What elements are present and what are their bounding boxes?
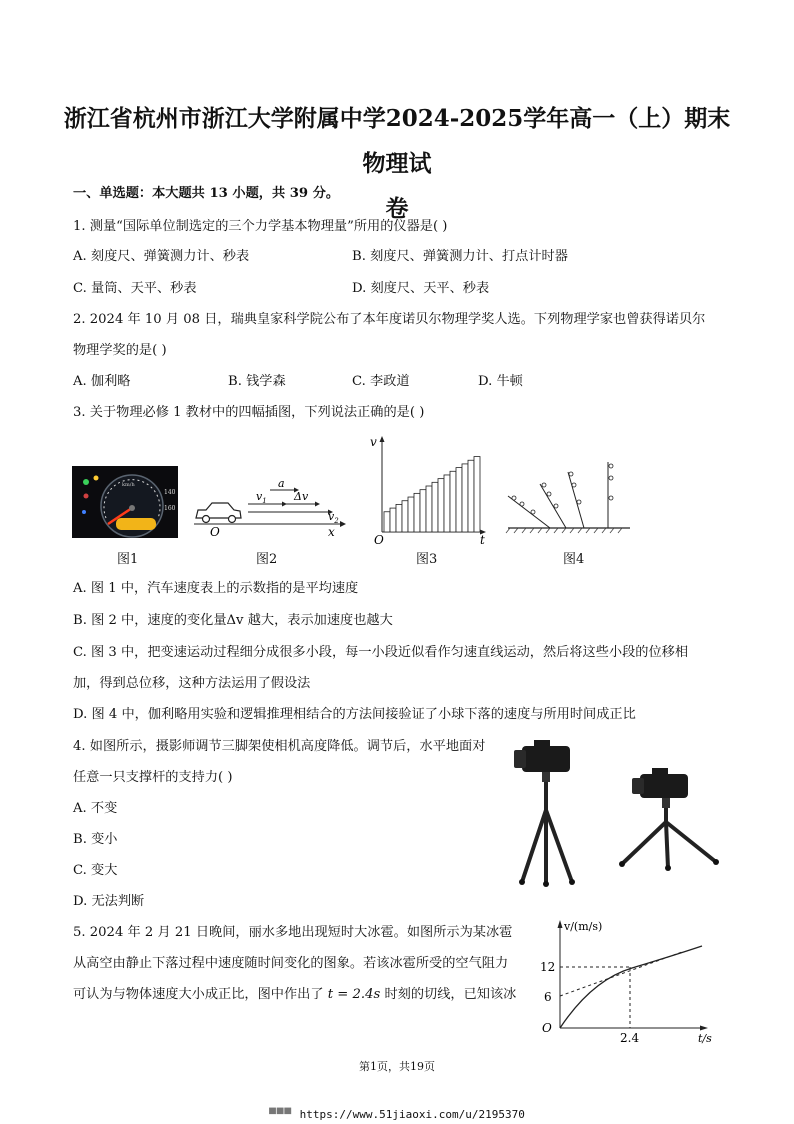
q1-option-a: A. 刻度尺、弹簧测力计、秒表: [73, 249, 250, 264]
fig1-speedometer: [72, 466, 178, 538]
q2-option-d: D. 牛顿: [478, 374, 523, 389]
fig2-label: 图2: [256, 552, 278, 567]
tall-tripod: [514, 740, 575, 887]
fig3-bar: [450, 471, 456, 532]
q5-stem-3: [73, 986, 516, 1004]
q1-stem: 1. 测量“国际单位制选定的三个力学基本物理量”所用的仪器是( ): [73, 219, 448, 234]
short-tripod: [619, 768, 719, 871]
q3-option-d: D. 图 4 中，伽利略用实验和逻辑推理相结合的方法间接验证了小球下落的速度与所用时间成正比: [73, 707, 636, 722]
fig3-bar: [462, 464, 468, 532]
q5-graph-y6: 6: [544, 990, 552, 1004]
q2-option-b: B. 钱学森: [228, 374, 286, 389]
fig3-bar: [384, 512, 390, 532]
q5-velocity-graph: [532, 916, 732, 1048]
svg-text:160: 160: [164, 505, 176, 512]
q5-graph-ylabel: v/(m/s): [564, 920, 603, 933]
fig2-label-x: x: [328, 525, 335, 539]
q2-option-a: A. 伽利略: [73, 374, 131, 389]
q3-option-c-2: 加，得到总位移，这种方法运用了假设法: [73, 676, 311, 691]
q4-stem-1: 4. 如图所示，摄影师调节三脚架使相机高度降低。调节后，水平地面对: [73, 739, 486, 754]
watermark-url: [0, 1108, 794, 1121]
fig3-label-t: t: [480, 533, 485, 546]
q5-graph-y12: 12: [540, 960, 556, 974]
fig3-bar: [402, 501, 408, 532]
fig3-bar: [468, 460, 474, 532]
watermark-logo-icon: ▀▀▀: [269, 1108, 300, 1121]
document-title: [60, 96, 734, 231]
svg-text:km/h: km/h: [122, 482, 135, 488]
q3-option-a: A. 图 1 中，汽车速度表上的示数指的是平均速度: [73, 581, 359, 596]
tripod-camera-illustration: [512, 736, 732, 890]
fig3-bar: [444, 475, 450, 532]
q2-stem-2: 物理学奖的是( ): [73, 343, 167, 358]
q3-option-b: B. 图 2 中，速度的变化量Δv 越大，表示加速度也越大: [73, 613, 393, 628]
title-line-1: 浙江省杭州市浙江大学附属中学2024-2025学年高一（上）期末物理试: [63, 105, 731, 177]
q1-option-d: D. 刻度尺、天平、秒表: [352, 281, 490, 296]
fig2-label-dv: Δv: [294, 490, 309, 503]
q2-stem-1: 2. 2024 年 10 月 08 日，瑞典皇家科学院公布了本年度诺贝尔物理学奖人选。下列物理学家也曾获得诺贝尔: [73, 312, 706, 327]
fig2-label-v1: $v_1$: [256, 490, 267, 505]
fig4-galileo-inclines: [500, 456, 632, 536]
q3-option-c-1: C. 图 3 中，把变速运动过程细分成很多小段，每一小段近似看作匀速直线运动，然后将这些小段的位移相: [73, 645, 689, 660]
q3-stem: 3. 关于物理必修 1 教材中的四幅插图，下列说法正确的是( ): [73, 405, 425, 420]
q5-stem-3-part-a: 可认为与物体速度大小成正比，图中作出了: [73, 987, 328, 1002]
fig3-bars: [384, 457, 480, 532]
fig3-bar: [474, 457, 480, 532]
fig3-bar: [456, 468, 462, 532]
fig3-label-origin: O: [374, 533, 384, 546]
q4-stem-2: 任意一只支撑杆的支持力( ): [73, 770, 233, 785]
fig3-bar: [432, 482, 438, 532]
fig3-label: 图3: [416, 552, 438, 567]
q1-option-b: B. 刻度尺、弹簧测力计、打点计时器: [352, 249, 568, 264]
q4-option-b: B. 变小: [73, 832, 118, 847]
fig2-label-origin: O: [210, 525, 220, 539]
q4-option-c: C. 变大: [73, 863, 118, 878]
fig2-label-a: a: [278, 477, 285, 490]
fig2-label-v2: $v_2$: [328, 510, 339, 525]
svg-text:140: 140: [164, 489, 176, 496]
q5-stem-2: 从高空由静止下落过程中速度随时间变化的图象。若该冰雹所受的空气阻力: [73, 956, 509, 971]
watermark-text: https://www.51jiaoxi.com/u/2195370: [299, 1108, 525, 1121]
fig3-label-v: v: [370, 435, 377, 449]
fig2-velocity-vectors: [190, 470, 350, 540]
fig3-bar: [396, 504, 402, 532]
q2-option-c: C. 李政道: [352, 374, 410, 389]
fig3-bar: [438, 479, 444, 532]
fig1-label: 图1: [117, 552, 139, 567]
q5-graph-origin: O: [542, 1021, 552, 1035]
q5-graph-x24: 2.4: [620, 1031, 640, 1045]
fig3-bar: [414, 493, 420, 532]
fig3-bar: [390, 508, 396, 532]
q1-option-c: C. 量筒、天平、秒表: [73, 281, 197, 296]
q5-stem-3-part-b: 时刻的切线，已知该冰: [380, 987, 517, 1002]
q5-graph-xlabel: t/s: [698, 1032, 712, 1045]
q4-option-d: D. 无法判断: [73, 894, 145, 909]
q4-option-a: A. 不变: [73, 801, 118, 816]
q5-stem-1: 5. 2024 年 2 月 21 日晚间，丽水多地出现短时大冰雹。如图所示为某冰雹: [73, 925, 513, 940]
fig3-bar: [408, 497, 414, 532]
fig3-bar: [426, 486, 432, 532]
title-line-2: 卷: [385, 195, 409, 222]
page-footer: 第1页，共19页: [359, 1060, 435, 1073]
section-heading: 一、单选题：本大题共 13 小题，共 39 分。: [73, 186, 340, 201]
q5-stem-3-math: t = 2.4s: [327, 987, 381, 1002]
fig3-velocity-steps: [368, 434, 490, 546]
fig4-label: 图4: [563, 552, 585, 567]
fig3-bar: [420, 490, 426, 532]
